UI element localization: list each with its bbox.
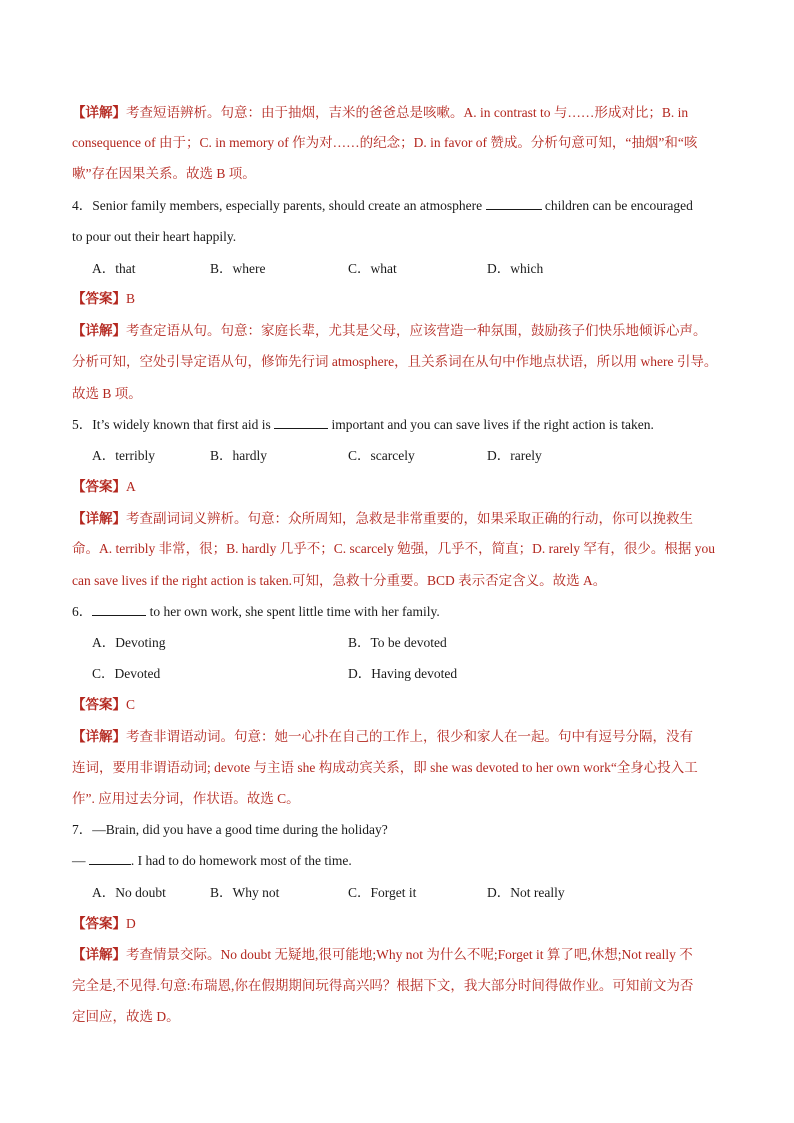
q6-stem-a: 6． [72,604,93,619]
q7-option-c: C．Forget it [348,885,417,900]
q7-stem-line-2 [72,852,352,870]
q5-explain-line-3: can save lives if the right action is taken.可知，急救十分重要。BCD 表示否定含义。故选 A。 [72,573,607,588]
q6-explain-line-2: 连词，要用非谓语动词; devote 与主语 she 构成动宾关系，即 she was devoted to her own work“全身心投入工 [72,760,698,775]
q5-stem-b: important and you can save lives if the right action is taken. [331,417,654,432]
q7-stem-line-1: 7．—Brain, did you have a good time during the holiday? [72,822,388,837]
q5-answer [72,478,136,496]
q4-option-a: A．that [92,261,136,276]
q3-explain-line-1 [72,104,688,122]
q7-stem-b: . I had to do homework most of the time. [130,853,352,868]
answer-label: 【答案】 [72,291,126,306]
q5-answer-value: A [126,479,136,494]
q5-option-c: C．scarcely [348,448,415,463]
q6-stem [72,603,440,621]
explain-label: 【详解】 [72,511,126,526]
q4-explain-line-1 [72,322,707,340]
q6-explain-text-1: 考查非谓语动词。句意：她一心扑在自己的工作上，很少和家人在一起。句中有逗号分隔，没有 [126,729,693,744]
explain-label: 【详解】 [72,947,126,962]
q5-stem-a: 5．It’s widely known that first aid is [72,417,271,432]
q6-explain-line-3: 作”. 应用过去分词，作状语。故选 C。 [72,791,300,806]
q5-explain-text-1: 考查副词词义辨析。句意：众所周知，急救是非常重要的，如果采取正确的行动，你可以挽救生 [126,511,693,526]
answer-label: 【答案】 [72,697,126,712]
q6-explain-line-1 [72,728,693,746]
answer-label: 【答案】 [72,916,126,931]
answer-label: 【答案】 [72,479,126,494]
q7-explain-line-3: 定回应，故选 D。 [72,1009,180,1024]
q3-explain-line-2: consequence of 由于；C. in memory of 作为对……的纪念；D. in favor of 赞成。分析句意可知，“抽烟”和“咳 [72,135,698,150]
q7-stem-a: — [72,853,86,868]
q7-blank [89,852,131,865]
explain-label: 【详解】 [72,729,126,744]
q6-answer [72,696,135,714]
q7-answer-value: D [126,916,136,931]
q5-option-b: B．hardly [210,448,267,463]
q4-explain-text-1: 考查定语从句。句意：家庭长辈，尤其是父母，应该营造一种氛围，鼓励孩子们快乐地倾诉心声。 [126,323,707,338]
q4-option-c: C．what [348,261,397,276]
q4-option-b: B．where [210,261,266,276]
q5-explain-line-1 [72,510,693,528]
q4-explain-line-2: 分析可知，空处引导定语从句，修饰先行词 atmosphere，且关系词在从句中作地点状语，所以用 where 引导。 [72,354,718,369]
q7-option-b: B．Why not [210,885,280,900]
q7-explain-line-1 [72,946,693,964]
q7-explain-line-2: 完全是,不见得.句意:布瑞恩,你在假期期间玩得高兴吗？根据下文，我大部分时间得做作业。可知前文为否 [72,978,694,993]
q7-answer [72,915,136,933]
q4-stem-line-1 [72,197,693,215]
q7-option-a: A．No doubt [92,885,166,900]
q5-blank [274,416,328,429]
q6-option-c: C．Devoted [92,666,161,681]
q4-stem-line-2: to pour out their heart happily. [72,229,237,244]
q4-option-d: D．which [487,261,544,276]
q4-stem-b: children can be encouraged [544,198,693,213]
explain-label: 【详解】 [72,105,126,120]
q6-option-b: B．To be devoted [348,635,447,650]
q6-option-a: A．Devoting [92,635,166,650]
explain-label: 【详解】 [72,323,126,338]
q6-option-d: D．Having devoted [348,666,458,681]
q7-explain-text-1: 考查情景交际。No doubt 无疑地,很可能地;Why not 为什么不呢;Forget it 算了吧,休想;Not really 不 [126,947,693,962]
q6-answer-value: C [126,697,136,712]
q4-stem-a: 4．Senior family members, especially parents, should create an atmosphere [72,198,483,213]
q5-stem [72,416,654,434]
q5-option-d: D．rarely [487,448,542,463]
q6-stem-b: to her own work, she spent little time with her family. [149,604,440,619]
q6-blank [92,603,146,616]
q4-blank [486,197,542,210]
q4-explain-line-3: 故选 B 项。 [72,386,142,401]
q7-option-d: D．Not really [487,885,565,900]
q3-explain-line-3: 嗽”存在因果关系。故选 B 项。 [72,166,256,181]
q3-explain-text-1: 考查短语辨析。句意：由于抽烟，吉米的爸爸总是咳嗽。A. in contrast to 与……形成对比；B. in [126,105,689,120]
q4-answer-value: B [126,291,136,306]
q5-explain-line-2: 命。A. terribly 非常，很；B. hardly 几乎不；C. scarcely 勉强，几乎不，简直；D. rarely 罕有，很少。根据 you [72,541,716,556]
q4-answer [72,290,135,308]
q5-option-a: A．terribly [92,448,155,463]
